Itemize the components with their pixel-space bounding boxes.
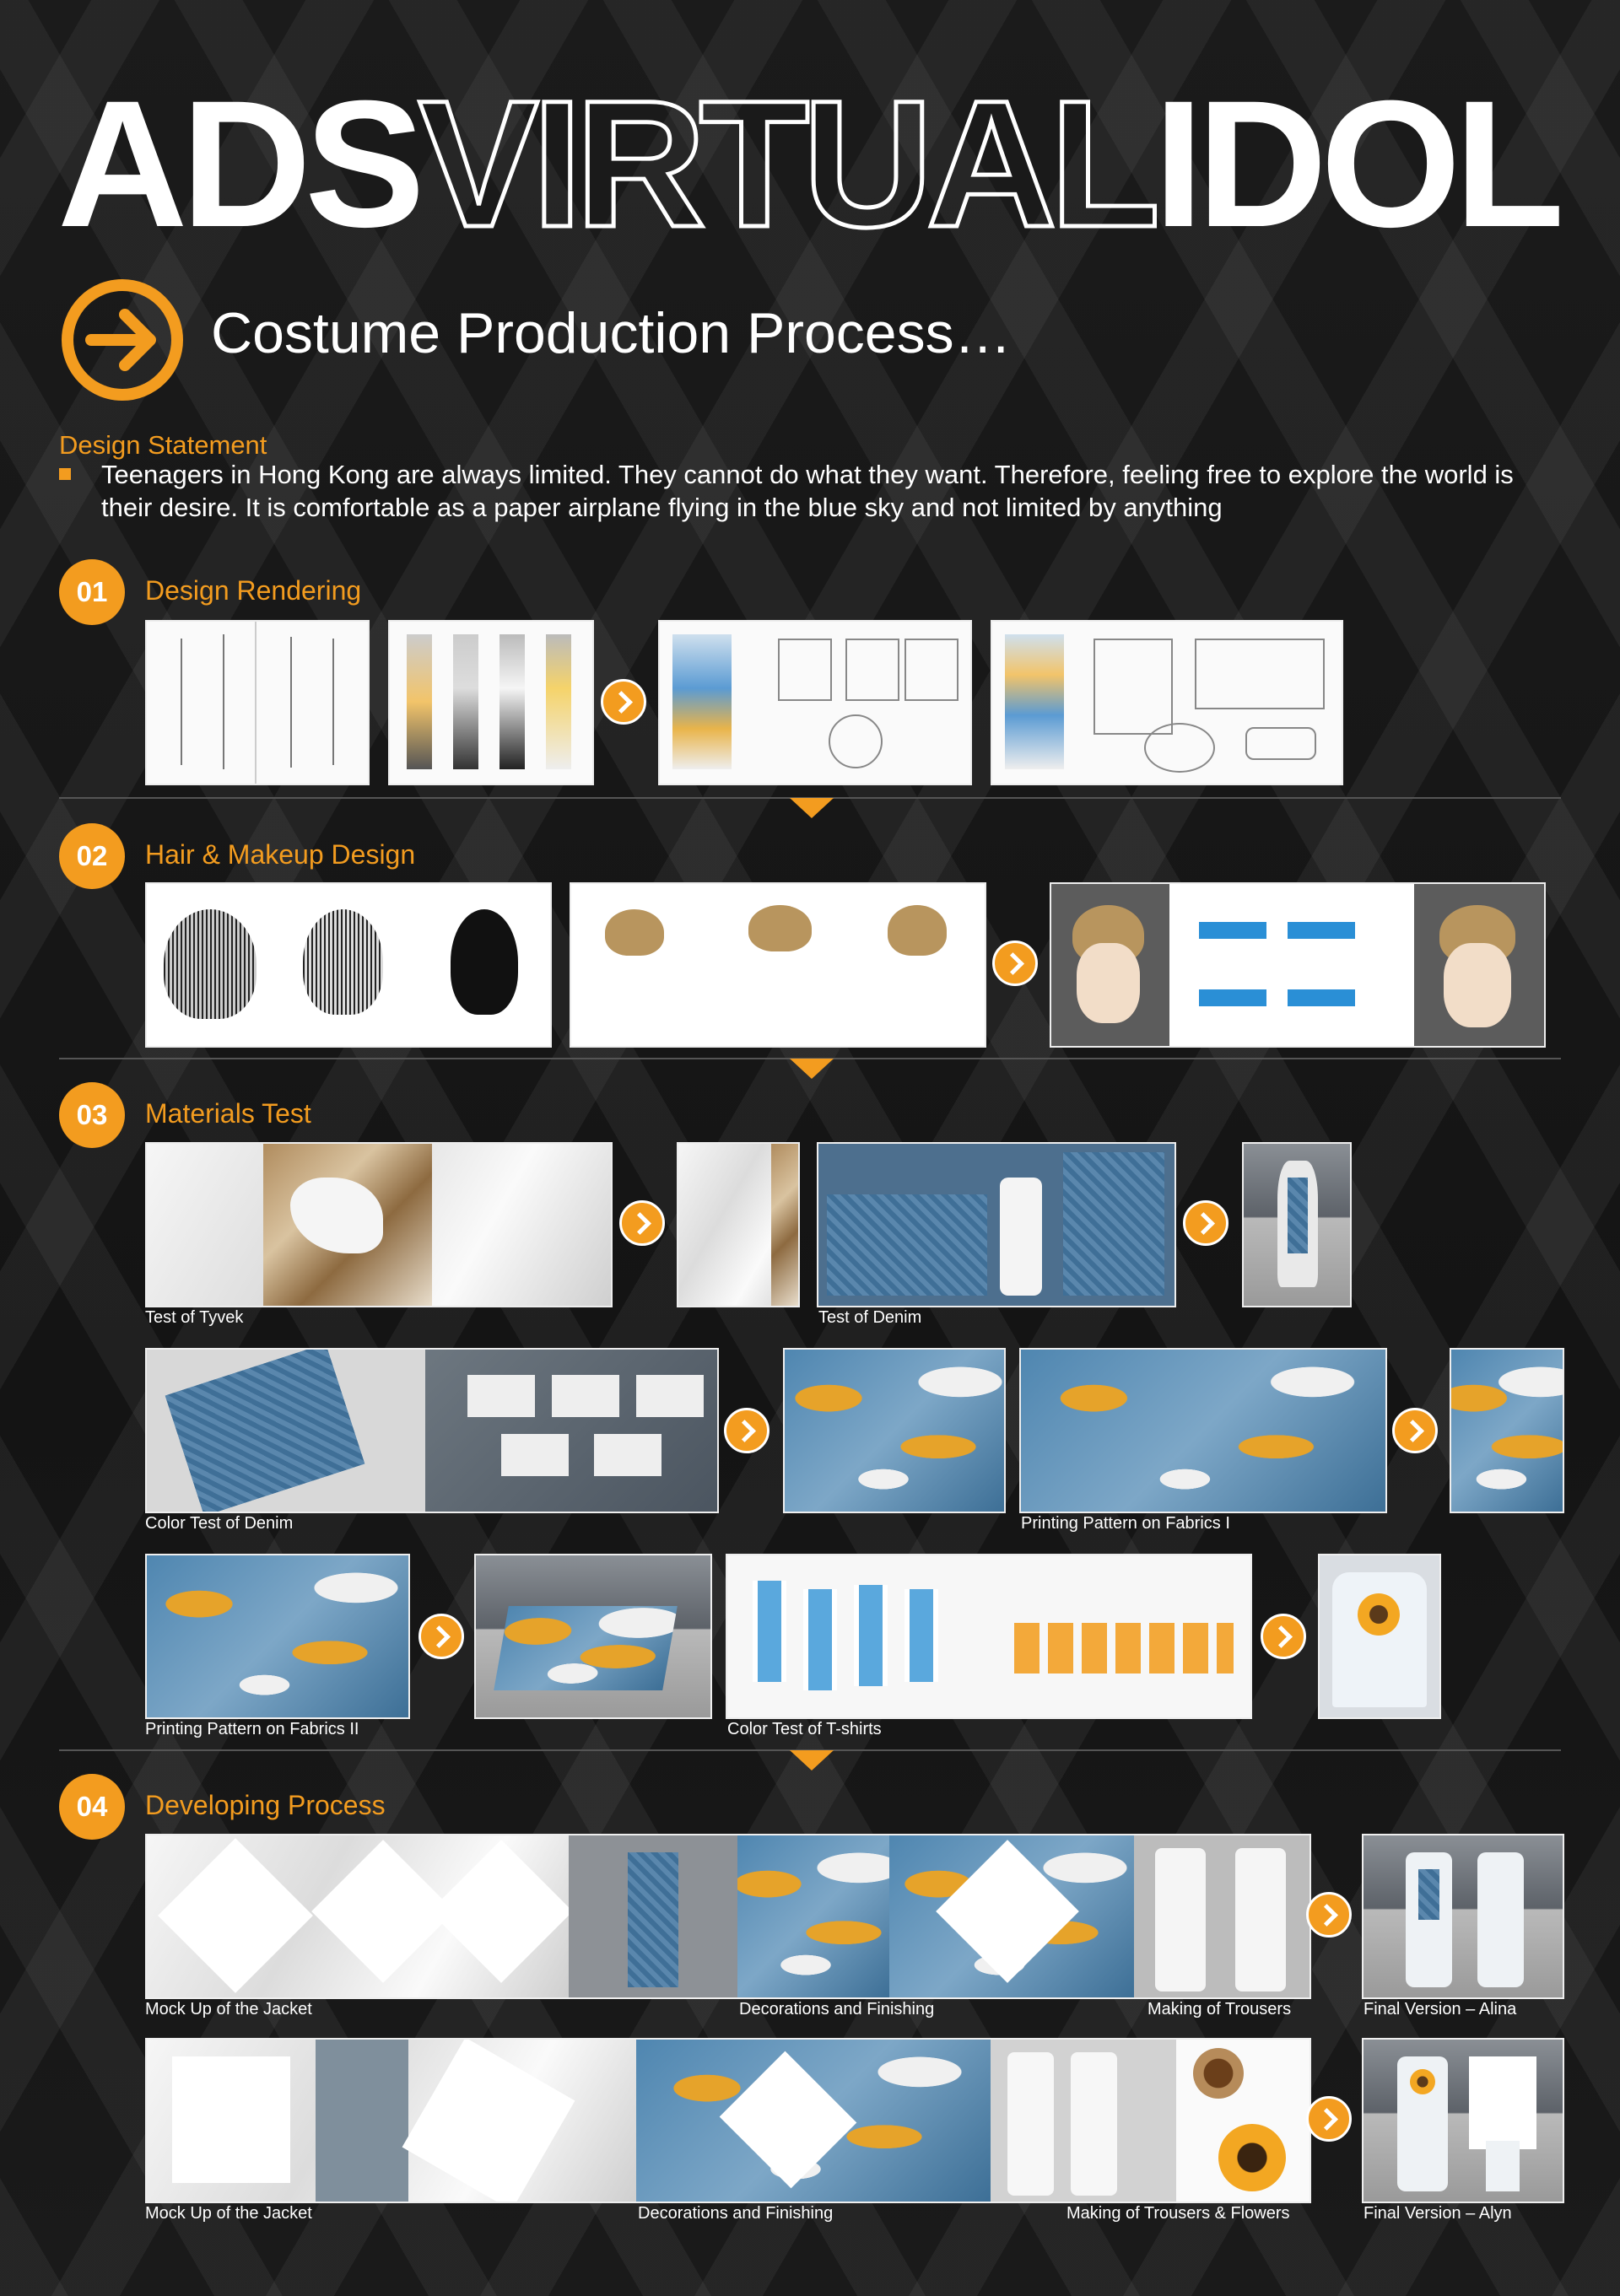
tyvek-test-photo <box>145 1142 613 1307</box>
printed-fabric-photo <box>1450 1348 1564 1513</box>
caption-denim: Test of Denim <box>818 1308 922 1327</box>
section-number-01: 01 <box>59 559 125 625</box>
printing-table-photo <box>474 1554 712 1719</box>
bullet-icon <box>59 468 71 480</box>
technical-drawing-photo <box>991 620 1343 785</box>
developing-process-photo-strip <box>145 1834 1311 1999</box>
caption-printing-2: Printing Pattern on Fabrics II <box>145 1720 359 1738</box>
arrow-right-circle-icon <box>59 277 186 403</box>
section-title-materials-test: Materials Test <box>145 1098 311 1129</box>
developing-process-photo-strip <box>145 2038 1311 2203</box>
chevron-down-notch-icon <box>790 798 834 818</box>
section-number-04: 04 <box>59 1774 125 1840</box>
makeup-design-photo <box>1050 882 1546 1048</box>
caption-mockup-2: Mock Up of the Jacket <box>145 2204 312 2223</box>
title-ads: ADS <box>57 63 418 265</box>
caption-final-alina: Final Version – Alina <box>1364 2000 1517 2018</box>
caption-printing-1: Printing Pattern on Fabrics I <box>1021 1514 1230 1533</box>
section-number-03: 03 <box>59 1082 125 1148</box>
section-title-developing-process: Developing Process <box>145 1790 386 1820</box>
technical-drawing-photo <box>658 620 972 785</box>
next-arrow-icon <box>418 1614 464 1659</box>
next-arrow-icon <box>601 679 646 725</box>
printing-pattern-photo <box>1019 1348 1387 1513</box>
section-title-hair-makeup: Hair & Makeup Design <box>145 839 416 870</box>
page-title <box>57 63 1576 265</box>
final-version-alina-photo <box>1362 1834 1564 1999</box>
colored-sketch-photo <box>388 620 594 785</box>
title-idol: IDOL <box>1153 63 1558 265</box>
caption-tyvek: Test of Tyvek <box>145 1308 244 1327</box>
caption-mockup-1: Mock Up of the Jacket <box>145 2000 312 2018</box>
caption-final-alyn: Final Version – Alyn <box>1364 2204 1512 2223</box>
design-statement-text: Teenagers in Hong Kong are always limited. They cannot do what they want. Therefore, feeling free to explore the world is their desire. It is comfortable as a paper airplane flying in the blue sky and not limited by anything <box>101 460 1514 522</box>
color-test-denim-photo <box>145 1348 719 1513</box>
caption-decorations-1: Decorations and Finishing <box>739 2000 935 2018</box>
caption-decorations-2: Decorations and Finishing <box>638 2204 834 2223</box>
next-arrow-icon <box>1183 1200 1228 1246</box>
chevron-down-notch-icon <box>790 1750 834 1771</box>
final-version-alyn-photo <box>1362 2038 1564 2203</box>
section-title-design-rendering: Design Rendering <box>145 575 362 606</box>
hair-sketch-photo <box>570 882 986 1048</box>
next-arrow-icon <box>1261 1614 1306 1659</box>
design-statement-heading: Design Statement <box>59 430 267 460</box>
sketch-photo <box>145 620 370 785</box>
caption-trousers-1: Making of Trousers <box>1148 2000 1292 2018</box>
next-arrow-icon <box>724 1408 770 1453</box>
caption-color-denim: Color Test of Denim <box>145 1514 294 1533</box>
chevron-down-notch-icon <box>790 1059 834 1079</box>
color-test-tshirts-photo <box>726 1554 1252 1719</box>
caption-trousers-2: Making of Trousers & Flowers <box>1066 2204 1290 2223</box>
next-arrow-icon <box>1306 1892 1352 1938</box>
hair-sketch-photo <box>145 882 552 1048</box>
caption-color-tshirts: Color Test of T-shirts <box>727 1720 882 1738</box>
tyvek-sample-photo <box>677 1142 800 1307</box>
denim-dress-form-photo <box>1242 1142 1352 1307</box>
next-arrow-icon <box>619 1200 665 1246</box>
tshirt-flower-photo <box>1318 1554 1441 1719</box>
denim-test-photo <box>817 1142 1176 1307</box>
title-virtual: VIRTUAL <box>418 63 1154 265</box>
next-arrow-icon <box>992 940 1038 986</box>
next-arrow-icon <box>1392 1408 1438 1453</box>
subtitle: Costume Production Process… <box>211 301 1012 365</box>
printing-fabric-photo <box>783 1348 1006 1513</box>
printing-pattern-photo <box>145 1554 410 1719</box>
next-arrow-icon <box>1306 2096 1352 2142</box>
section-number-02: 02 <box>59 823 125 889</box>
